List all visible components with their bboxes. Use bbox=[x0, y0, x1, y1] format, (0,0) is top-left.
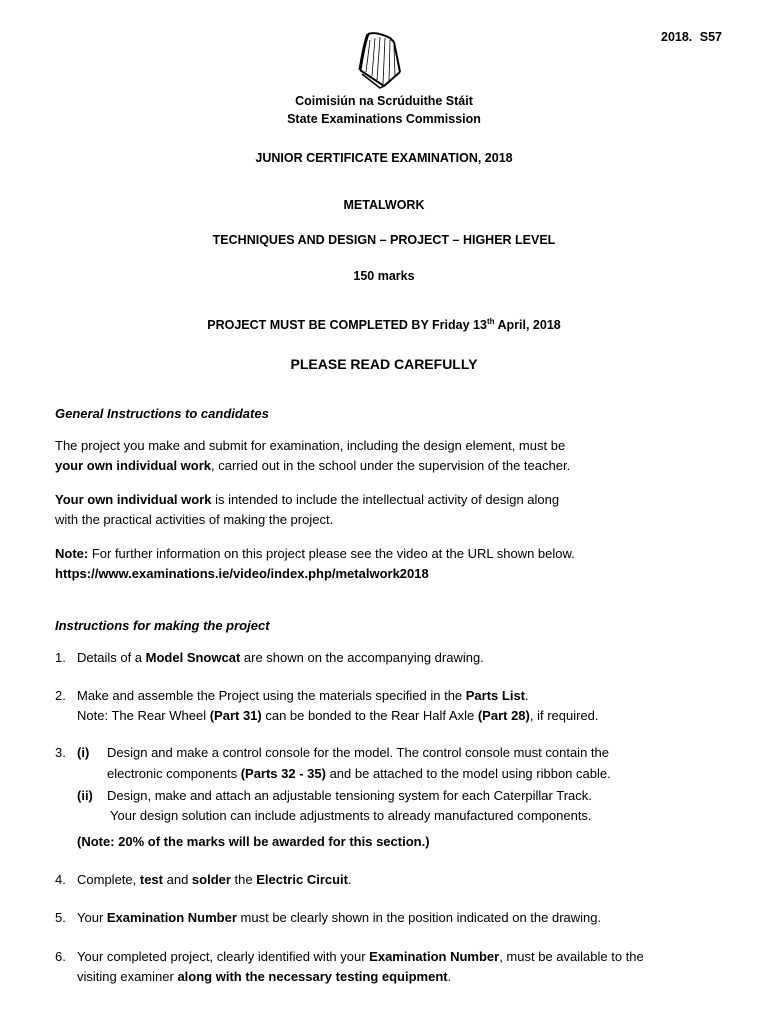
paragraph-2 bbox=[55, 490, 735, 530]
item-text-bold: Examination Number bbox=[106, 910, 237, 925]
item-text-bold: Parts List bbox=[465, 688, 526, 703]
paragraph-1-line-2 bbox=[55, 456, 735, 476]
paragraph-2-line-1 bbox=[55, 490, 735, 510]
item-text-bold: along with the necessary testing equipment bbox=[177, 969, 448, 984]
video-url[interactable]: https://www.examinations.ie/video/index.php/metalwork2018 bbox=[55, 566, 429, 581]
emphasis-text: your own individual work bbox=[55, 458, 212, 473]
note-line bbox=[55, 544, 735, 564]
paragraph-1 bbox=[55, 436, 735, 476]
paragraph-2-rest: is intended to include the intellectual activity of design along bbox=[211, 492, 560, 507]
sub-item-text: Design and make a control console for the model. The control console must contain the bbox=[107, 745, 609, 760]
note-text: , if required. bbox=[529, 708, 599, 723]
item-number: 4. bbox=[55, 872, 66, 887]
part-ref: (Parts 32 - 35) bbox=[240, 766, 326, 781]
sub-item-text: Your design solution can include adjustments to already manufactured components. bbox=[110, 808, 592, 823]
item-text bbox=[77, 947, 737, 987]
item-number: 2. bbox=[55, 688, 66, 703]
list-item bbox=[55, 743, 735, 853]
deadline-text: PROJECT MUST BE COMPLETED BY Friday 13 bbox=[207, 318, 487, 332]
note-text: For further information on this project please see the video at the URL shown below. bbox=[88, 546, 575, 561]
item-text-c: , must be available to the bbox=[499, 949, 644, 964]
item-line-2 bbox=[77, 967, 737, 987]
exam-title: JUNIOR CERTIFICATE EXAMINATION, 2018 bbox=[255, 151, 513, 165]
item-text bbox=[77, 908, 737, 928]
item-text bbox=[77, 870, 737, 890]
item-text-d: visiting examiner bbox=[77, 969, 178, 984]
sub-item-text-c: and be attached to the model using ribbon cable. bbox=[325, 766, 611, 781]
item-text-c: must be clearly shown in the position indicated on the drawing. bbox=[236, 910, 602, 925]
paragraph-1-rest: , carried out in the school under the supervision of the teacher. bbox=[211, 458, 571, 473]
item-text-bold: solder bbox=[191, 872, 231, 887]
item-text bbox=[77, 648, 737, 668]
item-line-1 bbox=[77, 686, 737, 706]
note-label: Note: bbox=[55, 546, 89, 561]
item-text-bold: Examination Number bbox=[369, 949, 500, 964]
deadline-ordinal: th bbox=[486, 317, 495, 326]
sub-item-number: (ii) bbox=[77, 788, 93, 803]
paragraph-1-line-1: The project you make and submit for examination, including the design element, must be bbox=[55, 438, 566, 453]
item-number: 1. bbox=[55, 650, 66, 665]
commission-name-english: State Examinations Commission bbox=[287, 112, 481, 126]
marks-total: 150 marks bbox=[353, 269, 415, 283]
section-note: (Note: 20% of the marks will be awarded for this section.) bbox=[77, 834, 430, 849]
sub-item-text bbox=[107, 764, 727, 784]
item-text-a: Complete, bbox=[77, 872, 140, 887]
commission-name-irish: Coimisiún na Scrúduithe Stáit bbox=[295, 94, 473, 108]
harp-emblem-icon bbox=[354, 28, 408, 92]
sub-item-text-a: electronic components bbox=[107, 766, 241, 781]
item-number: 5. bbox=[55, 910, 66, 925]
sub-item-text: Design, make and attach an adjustable tensioning system for each Caterpillar Track. bbox=[107, 788, 592, 803]
item-text-bold: Model Snowcat bbox=[145, 650, 241, 665]
item-text-g: . bbox=[348, 872, 352, 887]
paper-title: TECHNIQUES AND DESIGN – PROJECT – HIGHER LEVEL bbox=[212, 233, 556, 247]
item-text-a: Details of a bbox=[77, 650, 146, 665]
general-heading-text: General Instructions to candidates bbox=[55, 406, 269, 421]
item-text-c: . bbox=[525, 688, 529, 703]
part-ref: (Part 31) bbox=[209, 708, 262, 723]
part-ref: (Part 28) bbox=[477, 708, 530, 723]
paper-code: 2018. S57 bbox=[661, 30, 722, 44]
note-text: Note: The Rear Wheel bbox=[77, 708, 210, 723]
item-text-e: the bbox=[230, 872, 257, 887]
deadline-text-end: April, 2018 bbox=[494, 318, 561, 332]
note-text: can be bonded to the Rear Half Axle bbox=[261, 708, 478, 723]
item-line-1 bbox=[77, 947, 737, 967]
making-heading-text: Instructions for making the project bbox=[55, 618, 270, 633]
item-text-a: Your bbox=[77, 910, 107, 925]
item-number: 3. bbox=[55, 745, 66, 760]
item-text-a: Make and assemble the Project using the materials specified in the bbox=[77, 688, 466, 703]
deadline-line bbox=[0, 317, 768, 332]
paragraph-2-line-2: with the practical activities of making the project. bbox=[55, 512, 334, 527]
item-text-f: . bbox=[447, 969, 452, 984]
general-heading bbox=[55, 404, 735, 424]
item-text-c: are shown on the accompanying drawing. bbox=[240, 650, 484, 665]
note-paragraph bbox=[55, 544, 735, 584]
item-text-bold: Electric Circuit bbox=[256, 872, 348, 887]
item-text-bold: test bbox=[139, 872, 163, 887]
subject-title: METALWORK bbox=[343, 198, 425, 212]
sub-item-number: (i) bbox=[77, 745, 90, 760]
item-number: 6. bbox=[55, 949, 66, 964]
item-line-2 bbox=[77, 706, 737, 726]
item-text-c: and bbox=[163, 872, 192, 887]
notice-heading: PLEASE READ CAREFULLY bbox=[290, 356, 478, 372]
making-heading bbox=[55, 616, 735, 636]
item-text bbox=[77, 686, 737, 726]
item-text-a: Your completed project, clearly identified with your bbox=[77, 949, 370, 964]
emphasis-text: Your own individual work bbox=[55, 492, 212, 507]
